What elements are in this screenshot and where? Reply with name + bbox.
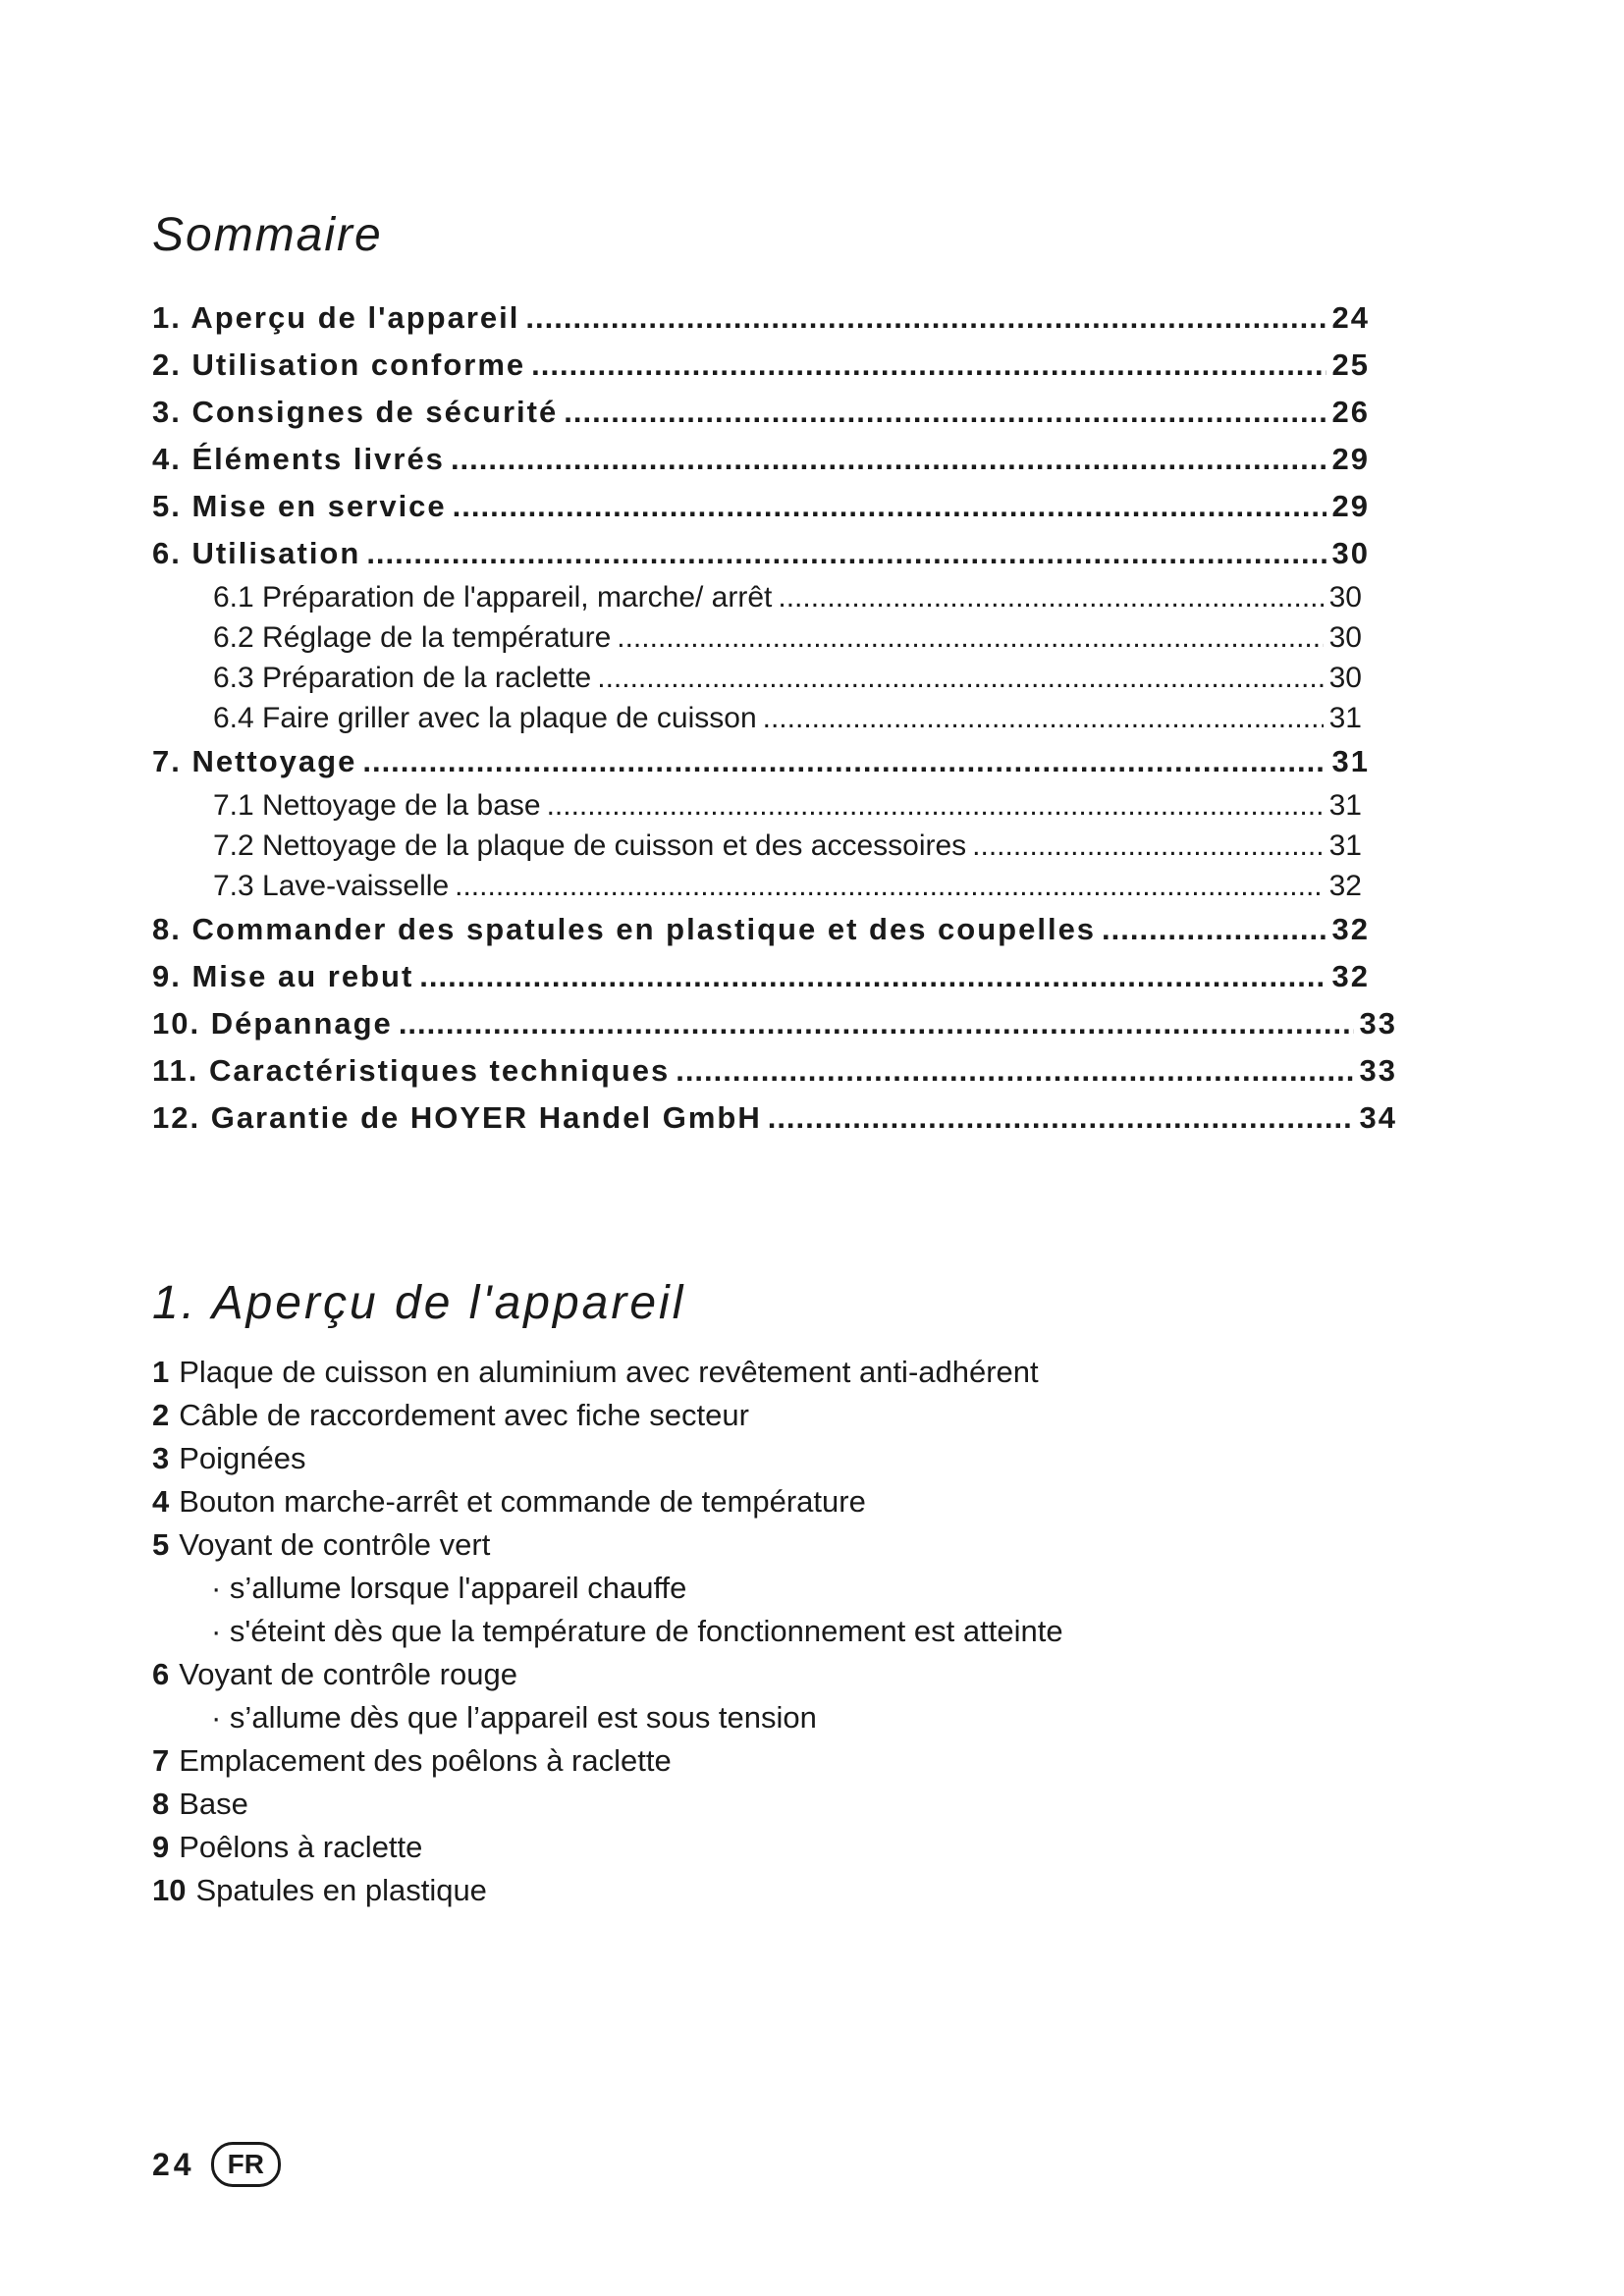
toc-entry-page: 31 xyxy=(1331,744,1370,778)
toc-entry-page: 34 xyxy=(1359,1100,1397,1135)
part-label: Poignées xyxy=(179,1441,306,1475)
toc-entry[interactable] xyxy=(152,1047,1397,1095)
leader-dots xyxy=(451,436,1326,483)
toc-entry-title: 9. Mise au rebut xyxy=(152,959,414,993)
list-item xyxy=(152,1437,1330,1480)
list-item xyxy=(152,1739,1330,1783)
toc-entry-page: 31 xyxy=(1328,829,1362,862)
toc-entry-page: 25 xyxy=(1331,347,1370,382)
parts-list xyxy=(152,1351,1330,1912)
toc-subentry[interactable] xyxy=(152,698,1362,738)
page-number: 24 xyxy=(152,2146,195,2182)
list-item xyxy=(152,1653,1330,1696)
toc-entry-title: 7.2 Nettoyage de la plaque de cuisson et des accessoires xyxy=(213,829,967,862)
leader-dots xyxy=(547,785,1324,826)
toc-entry-title: 4. Éléments livrés xyxy=(152,442,445,476)
toc-entry-title: 6.3 Préparation de la raclette xyxy=(213,662,592,694)
toc-entry[interactable] xyxy=(152,342,1370,389)
list-item xyxy=(152,1394,1330,1437)
toc-entry-title: 7.3 Lave-vaisselle xyxy=(213,870,450,902)
toc-subentry[interactable] xyxy=(152,826,1362,866)
leader-dots xyxy=(597,658,1323,698)
toc-entry-title: 6.4 Faire griller avec la plaque de cuisson xyxy=(213,702,757,734)
table-of-contents xyxy=(152,294,1397,1142)
toc-entry-title: 7.1 Nettoyage de la base xyxy=(213,789,541,822)
part-label: Emplacement des poêlons à raclette xyxy=(179,1743,672,1778)
toc-title: Sommaire xyxy=(152,209,383,261)
leader-dots xyxy=(362,738,1326,785)
leader-dots xyxy=(399,1000,1354,1047)
toc-entry[interactable] xyxy=(152,906,1370,953)
toc-entry-page: 26 xyxy=(1331,395,1370,429)
part-note: · s'éteint dès que la température de fonctionnement est atteinte xyxy=(211,1614,1063,1648)
leader-dots xyxy=(453,483,1326,530)
toc-entry-page: 30 xyxy=(1328,662,1362,694)
toc-entry-page: 29 xyxy=(1331,442,1370,476)
part-number: 9 xyxy=(152,1830,170,1864)
leader-dots xyxy=(455,866,1323,906)
toc-entry-title: 3. Consignes de sécurité xyxy=(152,395,559,429)
part-number: 8 xyxy=(152,1787,170,1821)
toc-subentry[interactable] xyxy=(152,866,1362,906)
part-note: · s’allume lorsque l'appareil chauffe xyxy=(211,1571,687,1605)
toc-entry[interactable] xyxy=(152,483,1370,530)
part-number: 10 xyxy=(152,1873,187,1907)
toc-subentry[interactable] xyxy=(152,617,1362,658)
part-label: Plaque de cuisson en aluminium avec revêtement anti-adhérent xyxy=(179,1355,1039,1389)
toc-entry-page: 32 xyxy=(1328,870,1362,902)
part-number: 2 xyxy=(152,1398,170,1432)
part-number: 4 xyxy=(152,1484,170,1519)
toc-entry-page: 31 xyxy=(1328,702,1362,734)
leader-dots xyxy=(617,617,1323,658)
list-item xyxy=(152,1351,1330,1394)
part-note: · s’allume dès que l’appareil est sous tension xyxy=(211,1700,817,1735)
list-item xyxy=(152,1869,1330,1912)
leader-dots xyxy=(366,530,1326,577)
toc-entry[interactable] xyxy=(152,953,1370,1000)
leader-dots xyxy=(763,698,1324,738)
leader-dots xyxy=(525,294,1326,342)
part-number: 1 xyxy=(152,1355,170,1389)
toc-entry-page: 33 xyxy=(1359,1053,1397,1088)
toc-entry[interactable] xyxy=(152,738,1370,785)
toc-entry-page: 30 xyxy=(1328,621,1362,654)
toc-entry-title: 6.1 Préparation de l'appareil, marche/ arrêt xyxy=(213,581,773,614)
part-label: Poêlons à raclette xyxy=(179,1830,423,1864)
part-number: 3 xyxy=(152,1441,170,1475)
leader-dots xyxy=(676,1047,1353,1095)
toc-entry[interactable] xyxy=(152,436,1370,483)
list-item xyxy=(152,1523,1330,1567)
part-label: Spatules en plastique xyxy=(195,1873,487,1907)
toc-entry-title: 1. Aperçu de l'appareil xyxy=(152,300,520,335)
toc-entry-page: 33 xyxy=(1359,1006,1397,1041)
leader-dots xyxy=(531,342,1326,389)
toc-entry-title: 8. Commander des spatules en plastique et des coupelles xyxy=(152,912,1097,946)
page-footer xyxy=(152,2142,281,2187)
toc-subentry[interactable] xyxy=(152,785,1362,826)
list-item-note xyxy=(152,1567,1330,1610)
toc-entry-title: 5. Mise en service xyxy=(152,489,447,523)
section-title: 1. Aperçu de l'appareil xyxy=(152,1277,686,1329)
toc-entry-page: 30 xyxy=(1328,581,1362,614)
toc-entry-title: 2. Utilisation conforme xyxy=(152,347,526,382)
toc-entry-title: 6. Utilisation xyxy=(152,536,361,570)
toc-entry[interactable] xyxy=(152,530,1370,577)
toc-entry-title: 7. Nettoyage xyxy=(152,744,357,778)
toc-entry-page: 32 xyxy=(1331,912,1370,946)
part-label: Voyant de contrôle rouge xyxy=(179,1657,517,1691)
part-label: Base xyxy=(179,1787,248,1821)
part-number: 5 xyxy=(152,1527,170,1562)
list-item xyxy=(152,1480,1330,1523)
toc-entry-page: 29 xyxy=(1331,489,1370,523)
leader-dots xyxy=(564,389,1326,436)
toc-entry-title: 10. Dépannage xyxy=(152,1006,393,1041)
toc-entry[interactable] xyxy=(152,389,1370,436)
leader-dots xyxy=(1102,906,1326,953)
part-number: 6 xyxy=(152,1657,170,1691)
part-number: 7 xyxy=(152,1743,170,1778)
list-item-note xyxy=(152,1696,1330,1739)
toc-entry-page: 32 xyxy=(1331,959,1370,993)
toc-entry-title: 11. Caractéristiques techniques xyxy=(152,1053,671,1088)
language-badge: FR xyxy=(211,2142,281,2187)
leader-dots xyxy=(778,577,1323,617)
part-label: Câble de raccordement avec fiche secteur xyxy=(179,1398,749,1432)
toc-entry[interactable] xyxy=(152,1095,1397,1142)
toc-entry-page: 31 xyxy=(1328,789,1362,822)
toc-entry-title: 6.2 Réglage de la température xyxy=(213,621,612,654)
leader-dots xyxy=(972,826,1323,866)
list-item-note xyxy=(152,1610,1330,1653)
list-item xyxy=(152,1783,1330,1826)
list-item xyxy=(152,1826,1330,1869)
part-label: Bouton marche-arrêt et commande de température xyxy=(179,1484,866,1519)
toc-entry[interactable] xyxy=(152,294,1370,342)
part-label: Voyant de contrôle vert xyxy=(179,1527,491,1562)
toc-subentry[interactable] xyxy=(152,577,1362,617)
leader-dots xyxy=(419,953,1326,1000)
leader-dots xyxy=(768,1095,1354,1142)
toc-entry-page: 24 xyxy=(1331,300,1370,335)
toc-subentry[interactable] xyxy=(152,658,1362,698)
toc-entry[interactable] xyxy=(152,1000,1397,1047)
toc-entry-title: 12. Garantie de HOYER Handel GmbH xyxy=(152,1100,762,1135)
toc-entry-page: 30 xyxy=(1331,536,1370,570)
